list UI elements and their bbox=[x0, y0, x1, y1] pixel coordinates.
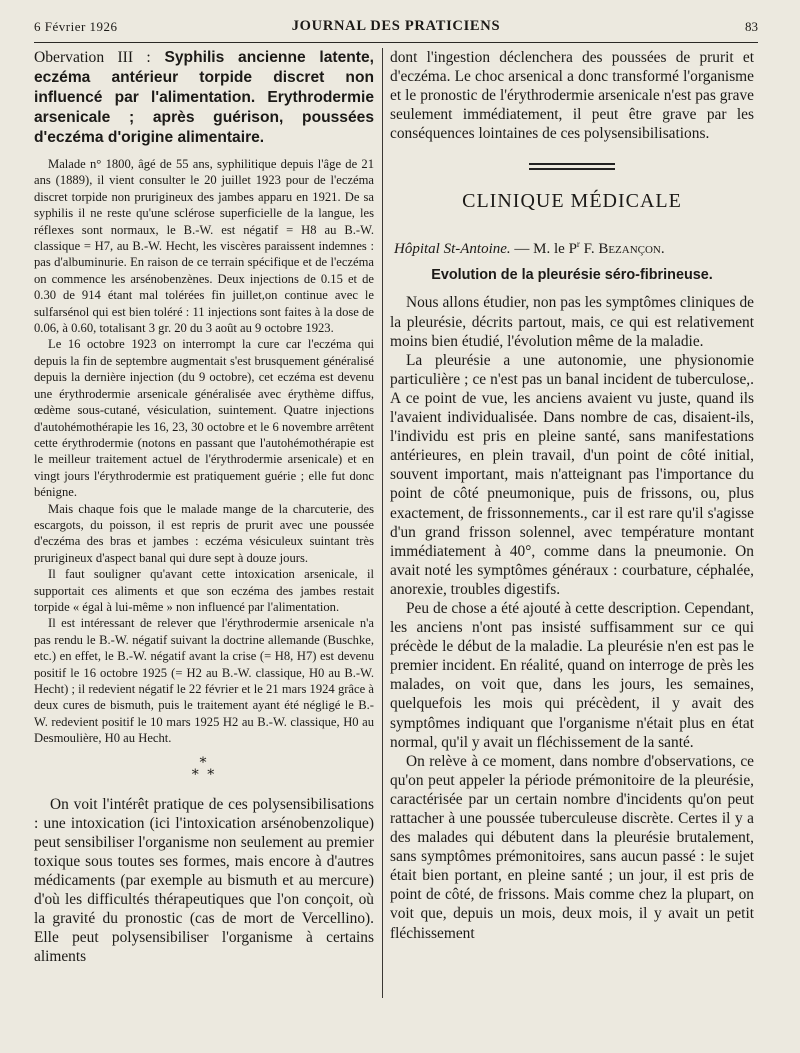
journal-title: JOURNAL DES PRATICIENS bbox=[291, 18, 501, 34]
observation-title bbox=[34, 48, 374, 148]
byline-superscript: r bbox=[576, 239, 580, 250]
article-paragraph-4: On relève à ce moment, dans nombre d'observations, ce qu'on peut appeler la période prémonitoire de la pleurésie, caractérisée par un certain nombre d'incidents qu'on peut rattacher à une poussée tuberculeuse discrète. Certes il y a des malades qui débutent dans la pleurésie brutalement, sans symptômes prémonitoires, sans aucun passé : le sujet était bien portant, en pleine santé ; un jour, il est pris de point de côté, de frissons. Mais comme chez la plupart, on voit que, depuis un mois, deux mois, il y avait un petit fléchissement bbox=[390, 752, 754, 942]
section-title: CLINIQUE MÉDICALE bbox=[462, 190, 682, 213]
article-title: Evolution de la pleurésie séro-fibrineuse. bbox=[431, 267, 713, 284]
byline-separator: — M. le P bbox=[510, 241, 577, 258]
page-header bbox=[34, 16, 758, 43]
article-paragraph-1: Nous allons étudier, non pas les symptômes cliniques de la pleurésie, décrits partout, mais, ce qui est relativement moins bien étudié, l'évolution même de la maladie. bbox=[390, 294, 754, 350]
asterism-separator bbox=[34, 754, 374, 783]
continuation-paragraph: dont l'ingestion déclenchera des poussées de prurit et d'eczéma. Le choc arsenical a donc transformé l'organisme et le pronostic de l'érythrodermie arsenicale n'est pas grave seulement immédiatement, il peut être grave par les conséquences lointaines de ces polysensibilisations. bbox=[390, 49, 754, 143]
section-rule bbox=[529, 163, 615, 170]
article-paragraph-2: La pleurésie a une autonomie, une physionomie particulière ; ce n'est pas un banal incident de tuberculose,. A ce point de vue, les anciens avaient vu juste, quand ils l'avaient individualisée. Dans nombre de cas, disaient-ils, l'individu est pris en pleine santé, sans manifestations antérieures, en plein travail, d'un point de côté initial, souvent important, mais n'atteignant pas l'importance du point de côté pneumonique, puis de frissons, ou, plus exactement, de frissonnements., car il est rare qu'il s'agisse d'un grand frisson solennel, avec température montant immédiatement à 40°, comme dans la pneumonie. On avait noté les symptômes généraux : courbature, céphalée, anorexie, troubles digestifs. bbox=[390, 351, 754, 598]
asterism-bottom: * * bbox=[191, 766, 217, 783]
article-byline bbox=[390, 239, 754, 258]
right-column bbox=[390, 48, 754, 943]
observation-heading: Syphilis ancienne latente, eczéma antérieur torpide discret non influencé par l'alimentation. Erythrodermie arsenicale ; après guérison, poussées d'eczéma d'origine alimentaire. bbox=[34, 49, 374, 146]
case-paragraph-1: Malade n° 1800, âgé de 55 ans, syphilitique depuis l'âge de 21 ans (1889), il vient consulter le 20 juillet 1923 pour de l'eczéma discret torpide non prurigineux des jambes apparu en 1921. De sa syphilis il ne reste qu'une sclérose superficielle de la langue, les réflexes sont normaux, le B.-W. est négatif = H8 au B.-W. classique = H7, au B.-W. Hecht, les viscères paraissent indemnes : pas d'albuminurie. En raison de ce terrain spécifique et de l'eczéma on commence les arsénobenzènes. Deux injections de 0.15 et de 0.30 de 914 étant mal tolérées fin juillet,on continue avec le sulfarsénol qui est bien toléré : 11 injections sont faites à la dose de 0.06, à 0.60, totalisant 3 gr. 20 du 3 août au 9 octobre 1923. bbox=[34, 157, 374, 336]
author-name: F. Bezançon. bbox=[579, 241, 665, 258]
case-paragraph-2: Le 16 octobre 1923 on interrompt la cure car l'eczéma qui depuis la fin de septembre augmentait s'est brusquement généralisé depuis la dernière injection (du 9 octobre), cet eczéma est devenu une érythrodermie arsenicale généralisée avec érythème diffus, œdème sous-cutané, vésiculation, suintement. Quatre injections d'autohémothérapie les 16, 23, 30 octobre et le 6 novembre arrêtent cette érythrodermie (notons en passant que l'autohémothérapie est le meilleur traitement actuel de l'érythrodermie arsenicale) et en vingt jours l'érythrodermie est pratiquement guérie ; elle fut donc bénigne. bbox=[34, 337, 374, 500]
header-date: 6 Février 1926 bbox=[34, 19, 118, 34]
page-number: 83 bbox=[745, 19, 758, 34]
conclusion-paragraph: On voit l'intérêt pratique de ces polysensibilisations : une intoxication (ici l'intoxication arsénobenzolique) peut sensibiliser l'organisme non seulement au premier toxique sous toutes ses formes, mais encore à d'autres médicaments (par exemple au bismuth et au mercure) d'où les difficultés thérapeutiques que l'on conçoit, où la gravité du pronostic (cas de mort de Vercellino). Elle peut polysensibiliser l'organisme à certains aliments bbox=[34, 795, 374, 966]
case-paragraph-5: Il est intéressant de relever que l'érythrodermie arsenicale n'a pas rendu le B.-W. négatif suivant la doctrine allemande (Buschke, etc.) en effet, le B.-W. négatif avant la crise (= H8, H7) est devenu positif le 16 octobre 1925 (= H2 au B.-W. classique, H0 au B.-W. Hecht) ; il redevient négatif le 22 février et le 21 mars 1924 grâce à deux cures de bismuth, puis le traitement ayant été négligé le B.-W. redevient positif le 10 mars 1925 H2 au B.-W. classique, H0 au Desmoulière, H0 au Hecht. bbox=[34, 616, 374, 746]
column-divider bbox=[382, 48, 383, 998]
case-paragraph-3: Mais chaque fois que le malade mange de la charcuterie, des escargots, du poisson, il est repris de prurit avec une poussée d'eczéma des bras et jambes : eczéma vésiculeux suintant très prurigineux d'aspect banal qui dure sept à douze jours. bbox=[34, 501, 374, 565]
left-column bbox=[34, 48, 374, 966]
asterism-top: * bbox=[199, 754, 209, 771]
hospital-name: Hôpital St-Antoine. bbox=[394, 241, 511, 258]
article-paragraph-3: Peu de chose a été ajouté à cette description. Cependant, les anciens n'ont pas insisté suffisamment sur ce qui précède le début de la maladie. La pleurésie n'en est pas le premier incident. En réalité, quand on interroge de près les malades, on voit que, dans les jours, les semaines, quelquefois les mois qui précèdent, il y avait des symptômes indiquant que l'organisme n'était plus en état normal, qu'il y avait un fléchissement de la santé. bbox=[390, 599, 754, 751]
observation-number: Obervation III : bbox=[34, 49, 151, 66]
case-paragraph-4: Il faut souligner qu'avant cette intoxication arsenicale, il supportait ces aliments et que son eczéma des jambes restait torpide « égal à lui-même » non influencé par l'alimentation. bbox=[34, 567, 374, 614]
